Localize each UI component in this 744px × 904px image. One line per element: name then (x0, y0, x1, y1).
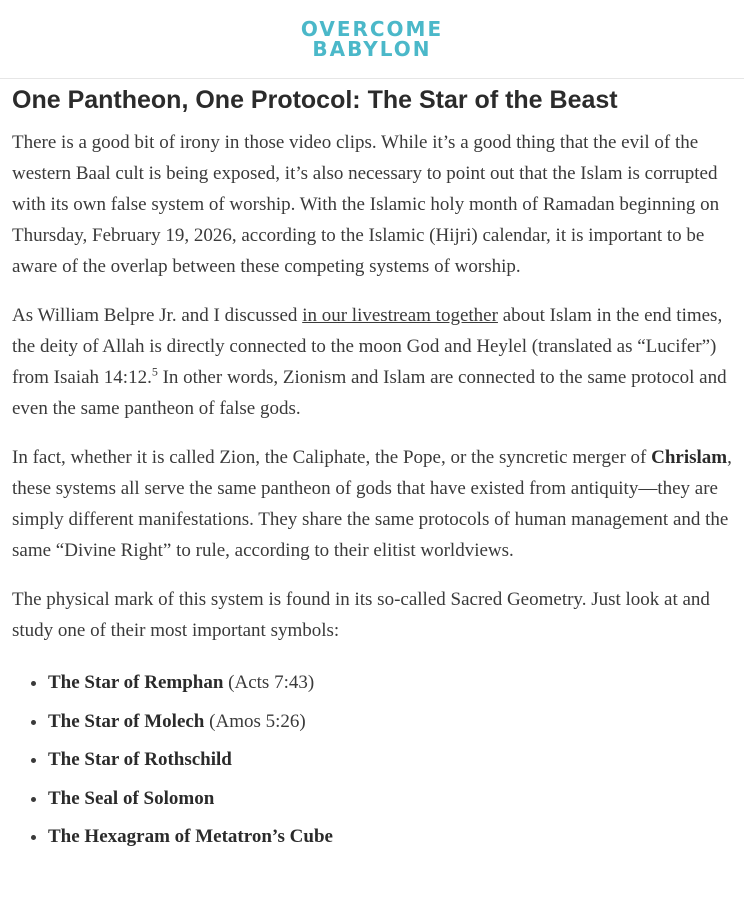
list-item-rest: (Acts 7:43) (223, 672, 315, 693)
paragraph-2-text-a: As William Belpre Jr. and I discussed (12, 305, 303, 326)
paragraph-3 (12, 442, 732, 566)
list-item (48, 741, 732, 780)
list-item (48, 818, 732, 857)
paragraph-2-text-b: about Islam in the end times, the deity of Allah is directly connected to the moon God and Heylel (translated as “Lucifer”) from Isaiah 14:12. (12, 305, 723, 388)
list-item (48, 780, 732, 819)
paragraph-2 (12, 300, 732, 424)
list-item-bold: The Star of Molech (48, 710, 205, 732)
article-title: One Pantheon, One Protocol: The Star of the Beast (12, 86, 618, 114)
article-content (0, 85, 744, 857)
list-item-bold: The Hexagram of Metatron’s Cube (48, 826, 333, 847)
logo-line-2: BABYLON (312, 37, 432, 61)
paragraph-2-text-c: In other words, Zionism and Islam are connected to the same protocol and even the same pantheon of false gods. (12, 367, 727, 419)
livestream-link[interactable]: in our livestream together (302, 305, 498, 326)
paragraph-4: The physical mark of this system is found in its so-called Sacred Geometry. Just look at and study one of their most important symbols: (12, 589, 710, 641)
list-item (48, 664, 732, 703)
paragraph-3-text-b: , these systems all serve the same pantheon of gods that have existed from antiquity—they are simply different manifestations. They share the same protocols of human management and the same “Divine Right” to rule, according to their elitist worldviews. (12, 447, 732, 561)
symbols-list (12, 664, 732, 857)
list-item (48, 703, 732, 742)
list-item-bold: The Star of Rothschild (48, 749, 232, 770)
site-header (0, 0, 744, 79)
footnote-ref[interactable]: 5 (151, 364, 158, 379)
list-item-bold: The Seal of Solomon (48, 787, 215, 809)
logo-line-1: OVERCOME (300, 17, 444, 41)
paragraph-3-text-a: In fact, whether it is called Zion, the Caliphate, the Pope, or the syncretic merger of (12, 447, 652, 468)
paragraph-1: There is a good bit of irony in those video clips. While it’s a good thing that the evil of the western Baal cult is being exposed, it’s also necessary to point out that the Islam is corrupted with its own false system of worship. With the Islamic holy month of Ramadan beginning on Thursday, February 19, 2026, according to the Islamic (Hijri) calendar, it is important to be aware of the overlap between these competing systems of worship. (12, 132, 720, 277)
list-item-rest: (Amos 5:26) (204, 710, 306, 732)
chrislam-bold: Chrislam (651, 447, 728, 468)
site-logo[interactable] (301, 19, 443, 59)
list-item-bold: The Star of Remphan (48, 672, 224, 693)
